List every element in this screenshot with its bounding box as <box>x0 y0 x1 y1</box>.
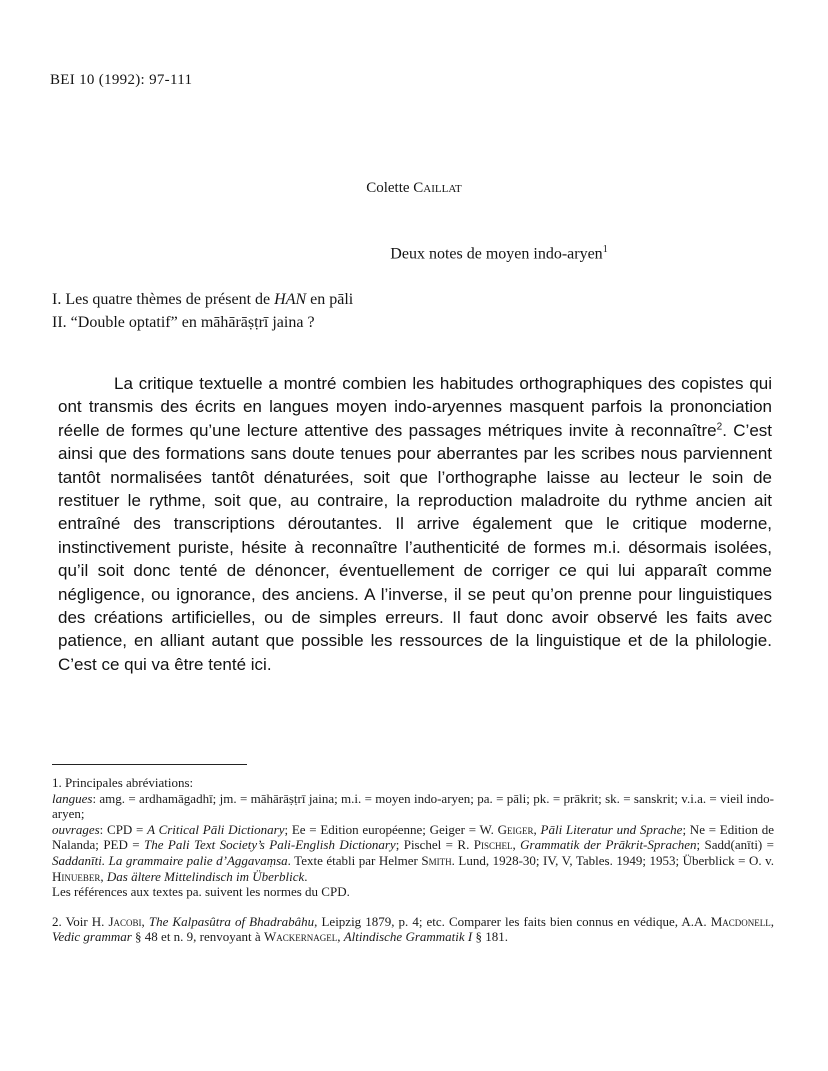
footnote-1-heading: 1. Principales abréviations: <box>52 775 194 790</box>
footnote-1-references: Les références aux textes pa. suivent les normes du CPD. <box>52 884 350 900</box>
footnote-1-langues: langues: amg. = ardhamāgadhī; jm. = māhārāṣṭrī jaina; m.i. = moyen indo-aryen; pa. = pāli; pk. = prākrit; sk. = sanskrit; v.i.a. = vieil indo-aryen; <box>52 790 774 822</box>
footnotes <box>52 775 774 945</box>
footnote-divider <box>52 764 247 765</box>
journal-reference: BEI 10 (1992): 97-111 <box>50 72 193 88</box>
title-footnote-mark: 1 <box>602 244 608 255</box>
paragraph-1: La critique textuelle a montré combien les habitudes orthographiques des copistes qui ont transmis des écrits en langues moyen indo-aryennes masquent parfois la prononciation réelle de formes qu’une lecture attentive des passages métriques invite à reconnaître$^2$. C’est ainsi que des formations sans doute tenues pour aberrantes par les scribes nous parviennent tantôt normalisées tantôt dénaturées, soit que l’orthographe laisse au lecteur le soin de restituer le rythme, soit que, au contraire, la reproduction maladroite du rythme ancien ait entraîné des transcriptions déroutantes. Il arrive également que le critique moderne, instinctivement puriste, hésite à reconnaître l’authenticité de formes m.i. désormais isolées, qu’il soit donc tenté de dénoncer, éventuellement de corriger ce qui lui apparaît comme négligence, ou ignorance, des anciens. A l’inverse, il se peut qu’on prenne pour linguistiques des créations artificielles, ou de simples erreurs. Il faut donc avoir observé les faits avec patience, en alliant autant que possible les ressources de la linguistique et de la philologie. C’est ce qui va être tenté ici. <box>58 374 772 674</box>
footnote-2: 2. Voir H. Jacobi, The Kalpasûtra of Bhadrabâhu, Leipzig 1879, p. 4; etc. Comparer les faits bien connus en védique, A.A. Macdonell, Vedic grammar § 48 et n. 9, renvoyant à Wackernagel, Altindische Grammatik I § 181. <box>52 913 775 945</box>
footnote-mark-2: 2 <box>716 421 723 433</box>
article-title <box>0 244 828 263</box>
footnote-1-ouvrages: ouvrages: CPD = A Critical Pāli Dictionary; Ee = Edition européenne; Geiger = W. Geiger, Pāli Literatur und Sprache; Ne = Edition de Nalanda; PED = The Pali Text Society’s Pali-English Dictionary; Pischel = R. Pischel, Grammatik der Prākrit-Sprachen; Sadd(anīti) = Saddanīti. La grammaire palie d’Aggavaṃsa. Texte établi par Helmer Smith. Lund, 1928-30; IV, V, Tables. 1949; 1953; Überblick = O. v. Hinueber, Das ältere Mittelindisch im Überblick. <box>52 821 775 884</box>
section-item-2: II. “Double optatif” en māhārāṣṭrī jaina ? <box>52 314 315 331</box>
section-list <box>52 288 353 334</box>
author-name <box>0 180 828 197</box>
article-title-text: Deux notes de moyen indo-aryen <box>390 245 603 263</box>
author-first-name: Colette <box>366 180 410 196</box>
footnote-spacer <box>52 900 774 914</box>
intro-paragraph <box>58 372 772 676</box>
author-last-name: Caillat <box>413 180 462 196</box>
section-item-1: I. Les quatre thèmes de présent de HAN en pāli <box>52 291 354 308</box>
